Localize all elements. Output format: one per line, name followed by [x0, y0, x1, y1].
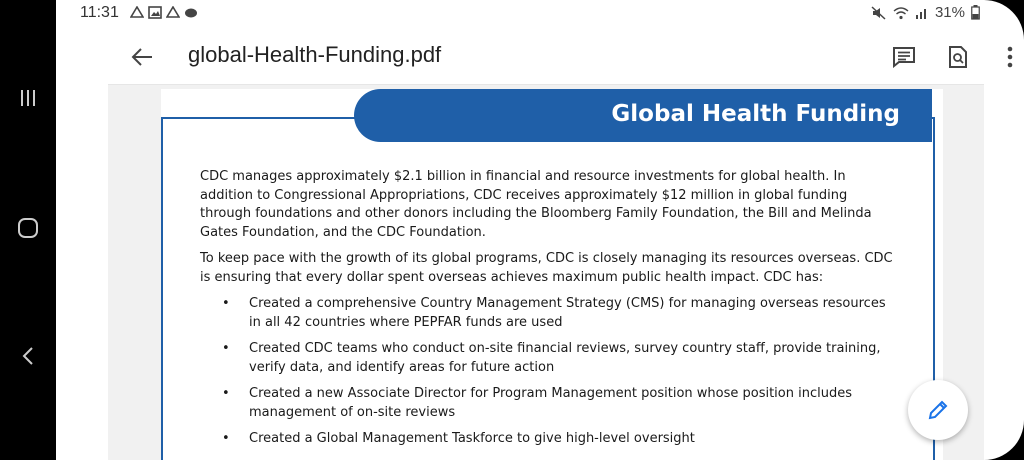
bullet-dot: • [222, 431, 230, 446]
signal-icon [915, 6, 929, 20]
bullet-text: Created a Global Management Taskforce to give high-level oversight [249, 431, 695, 446]
bullet-list [200, 295, 900, 449]
comment-icon [892, 46, 916, 68]
mute-icon [871, 6, 887, 20]
recents-icon [18, 89, 38, 107]
drive-icon [130, 6, 144, 19]
drive-icon-2 [166, 6, 180, 19]
bullet-dot: • [222, 296, 230, 311]
app-toolbar [108, 30, 984, 85]
bullet-item [200, 385, 900, 422]
bullet-text: Created a comprehensive Country Management Strategy (CMS) for managing overseas resources in all 42 countries where PEPFAR funds are used [249, 296, 886, 330]
status-bar [56, 0, 986, 28]
bullet-text: Created a new Associate Director for Program Management position whose position includes management of on-site reviews [249, 386, 852, 420]
paragraph-growth: To keep pace with the growth of its global programs, CDC is closely managing its resources overseas. CDC is ensuring that every dollar spent overseas achieves maximum public health impact. CDC has: [200, 251, 893, 285]
more-options-button[interactable] [996, 43, 1024, 71]
app-screen [56, 0, 1024, 460]
comments-button[interactable] [890, 43, 918, 71]
wifi-icon [893, 6, 909, 20]
back-button[interactable] [128, 43, 156, 71]
edit-pencil-icon [927, 399, 949, 421]
back-nav-button[interactable] [0, 336, 56, 376]
recents-button[interactable] [0, 78, 56, 118]
system-indicators [871, 4, 980, 21]
find-in-document-button[interactable] [944, 43, 972, 71]
paragraph-funding: CDC manages approximately $2.1 billion in financial and resource investments for global health. In addition to Congressional Appropriations, CDC receives approximately $12 million in global funding through foundations and other donors including the Bloomberg Family Foundation, the Bill and Melinda Gates Foundation, and the CDC Foundation. [200, 169, 872, 240]
bullet-dot: • [222, 386, 230, 401]
search-document-icon [948, 45, 968, 69]
battery-icon [971, 5, 980, 20]
more-vert-icon [1007, 46, 1013, 68]
back-nav-icon [20, 345, 36, 367]
edit-button[interactable] [908, 380, 968, 440]
document-title: global-Health-Funding.pdf [188, 42, 442, 67]
image-icon [148, 6, 162, 19]
banner-title: Global Health Funding [611, 101, 900, 127]
navigation-bar [0, 0, 56, 460]
home-icon [17, 217, 39, 239]
bullet-text: Created CDC teams who conduct on-site financial reviews, survey country staff, provide training, verify data, and identify areas for future action [249, 341, 881, 375]
battery-percentage: 31% [934, 4, 965, 21]
title-banner [354, 89, 932, 142]
bullet-item [200, 295, 900, 332]
bullet-dot: • [222, 341, 230, 356]
status-time: 11:31 [80, 4, 119, 21]
notification-icons [130, 6, 198, 19]
bullet-item [200, 340, 900, 377]
document-body [200, 168, 900, 457]
home-button[interactable] [0, 208, 56, 248]
cloud-icon [184, 6, 198, 19]
bullet-item [200, 430, 900, 449]
back-arrow-icon [131, 47, 153, 67]
